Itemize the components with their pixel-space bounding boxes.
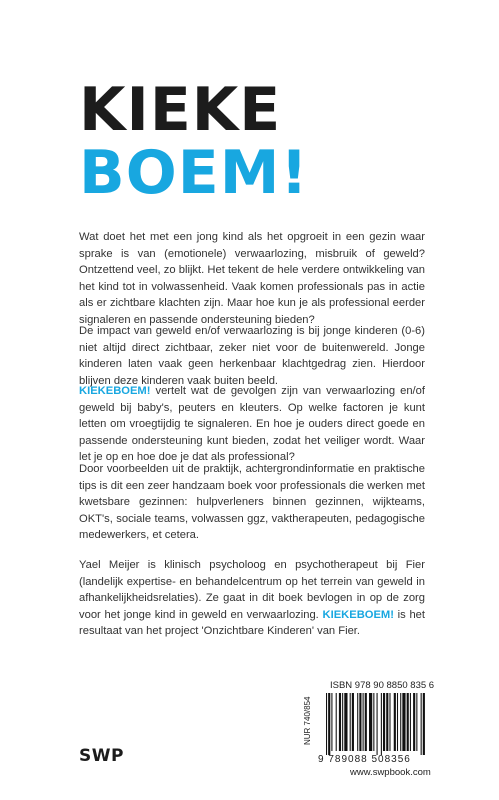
title-line-2: BOEM! (79, 138, 309, 208)
title-line-1: KIEKE (79, 75, 282, 145)
barcode-icon (326, 693, 426, 755)
publisher-website: www.swpbook.com (350, 767, 431, 778)
blurb-paragraph-2: De impact van geweld en/of verwaarlozing is bij jonge kinderen (0-6) niet altijd direct zichtbaar, zeker niet voor de buitenwereld. Jonge kinderen laten vaak geen herkenbaar klachtgedrag zien. Hierdoor blijven deze kinderen vaak buiten beeld. (79, 325, 425, 387)
blurb-paragraph-4: Door voorbeelden uit de praktijk, achtergrondinformatie en praktische tips is dit een zeer handzaam boek voor professionals die werken met kwetsbare gezinnen: hulpverleners binnen gezinnen, wijkteams, OKT's, sociale teams, volwassen ggz, vaktherapeuten, pedagogische medewerkers, et cetera. (79, 463, 425, 542)
author-paragraph-text: is het resultaat van het project 'Onzichtbare Kinderen' van Fier. (79, 608, 426, 638)
brand-name: KIEKEBOEM! (322, 608, 394, 621)
blurb-paragraph-1: Wat doet het met een jong kind als het opgroeit in een gezin waar sprake is van (emotionele) verwaarlozing, misbruik of geweld? Ontzettend veel, zo blijkt. Het tekent de hele verdere ontwikkeling van het kind tot in volwassenheid. Vaak komen professionals pas in actie als er zichtbare klachten zijn. Maar hoe kun je als professional eerder signaleren en passende ondersteuning bieden? (79, 231, 425, 326)
blurb-paragraph-3-text: vertelt wat de gevolgen zijn van verwaarlozing en/of geweld bij baby's, peuters en kleuters. Op welke factoren je kunt letten om vroegtijdig te signaleren. En hoe je ouders direct goede en passende ondersteuning kunt bieden, zodat het veiliger wordt. Waar let je op en hoe doe je dat als professional? (79, 385, 425, 464)
author-paragraph (79, 557, 425, 640)
publisher-logo: SWP (79, 746, 124, 766)
blurb-paragraph-3 (79, 383, 425, 466)
barcode-digits: 9 789088 508356 (318, 754, 411, 765)
isbn-label: ISBN 978 90 8850 835 6 (330, 680, 435, 691)
author-bio-text: Yael Meijer is klinisch psycholoog en psychotherapeut bij Fier (landelijk expertise- en behandelcentrum op het terrein van geweld in afhankelijkheidsrelaties). Ze gaat in dit boek bevlogen in op de zorg voor het jonge kind in geweld en verwaarlozing. (79, 559, 425, 621)
brand-name: KIEKEBOEM! (79, 385, 151, 397)
nur-label: NUR 740/854 (303, 696, 312, 745)
